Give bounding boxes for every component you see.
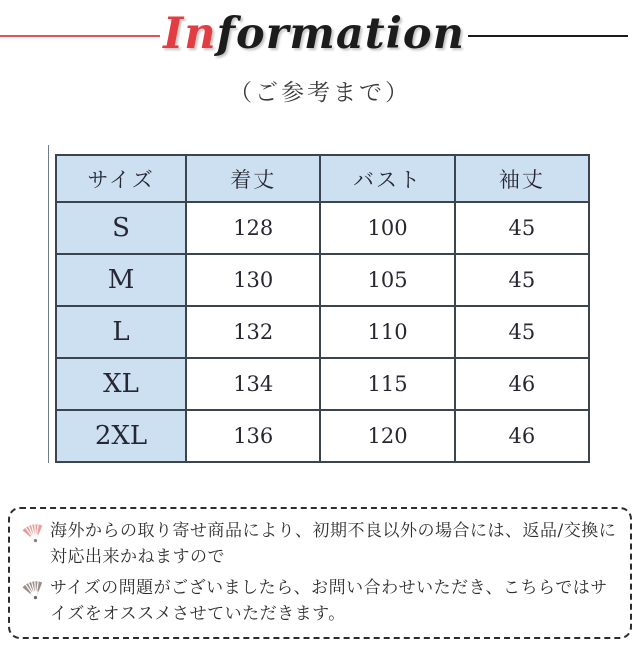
value-cell: 134 xyxy=(186,358,320,410)
value-cell: 45 xyxy=(455,254,589,306)
note-text: 海外からの取り寄せ商品により、初期不良以外の場合には、返品/交換に対応出来かねますので xyxy=(50,521,617,568)
table-row xyxy=(56,358,589,410)
decorative-line-right xyxy=(468,35,628,37)
column-header-bust: バスト xyxy=(320,155,454,202)
size-cell: XL xyxy=(56,358,186,410)
size-cell: M xyxy=(56,254,186,306)
size-cell: L xyxy=(56,306,186,358)
title-rest-text: formation xyxy=(216,8,465,59)
size-table xyxy=(55,154,590,463)
note-item xyxy=(20,518,618,571)
column-header-length: 着丈 xyxy=(186,155,320,202)
product-info-page xyxy=(0,10,640,650)
value-cell: 46 xyxy=(455,410,589,462)
size-cell: S xyxy=(56,202,186,254)
value-cell: 132 xyxy=(186,306,320,358)
value-cell: 110 xyxy=(320,306,454,358)
subtitle: （ご参考まで） xyxy=(229,80,411,106)
header xyxy=(0,10,640,62)
table-row xyxy=(56,410,589,462)
table-row xyxy=(56,254,589,306)
table-row xyxy=(56,306,589,358)
note-text: サイズの問題がございましたら、お問い合わせいただき、こちらではサイズをオススメさせていただきます。 xyxy=(50,577,608,625)
column-header-size: サイズ xyxy=(56,155,186,202)
folding-fan-icon xyxy=(18,518,50,547)
note-item xyxy=(20,575,618,628)
folding-fan-icon xyxy=(18,575,50,604)
table-header-row xyxy=(56,155,589,202)
value-cell: 45 xyxy=(455,202,589,254)
value-cell: 120 xyxy=(320,410,454,462)
value-cell: 130 xyxy=(186,254,320,306)
notes-box xyxy=(8,507,632,639)
title-accent-text: In xyxy=(163,8,217,59)
table-row xyxy=(56,202,589,254)
value-cell: 45 xyxy=(455,306,589,358)
value-cell: 128 xyxy=(186,202,320,254)
page-title xyxy=(163,8,465,59)
value-cell: 100 xyxy=(320,202,454,254)
column-header-sleeve: 袖丈 xyxy=(455,155,589,202)
decorative-line-left xyxy=(0,35,160,37)
value-cell: 46 xyxy=(455,358,589,410)
value-cell: 136 xyxy=(186,410,320,462)
value-cell: 115 xyxy=(320,358,454,410)
value-cell: 105 xyxy=(320,254,454,306)
size-cell: 2XL xyxy=(56,410,186,462)
table-outer-border-artifact xyxy=(48,145,49,463)
